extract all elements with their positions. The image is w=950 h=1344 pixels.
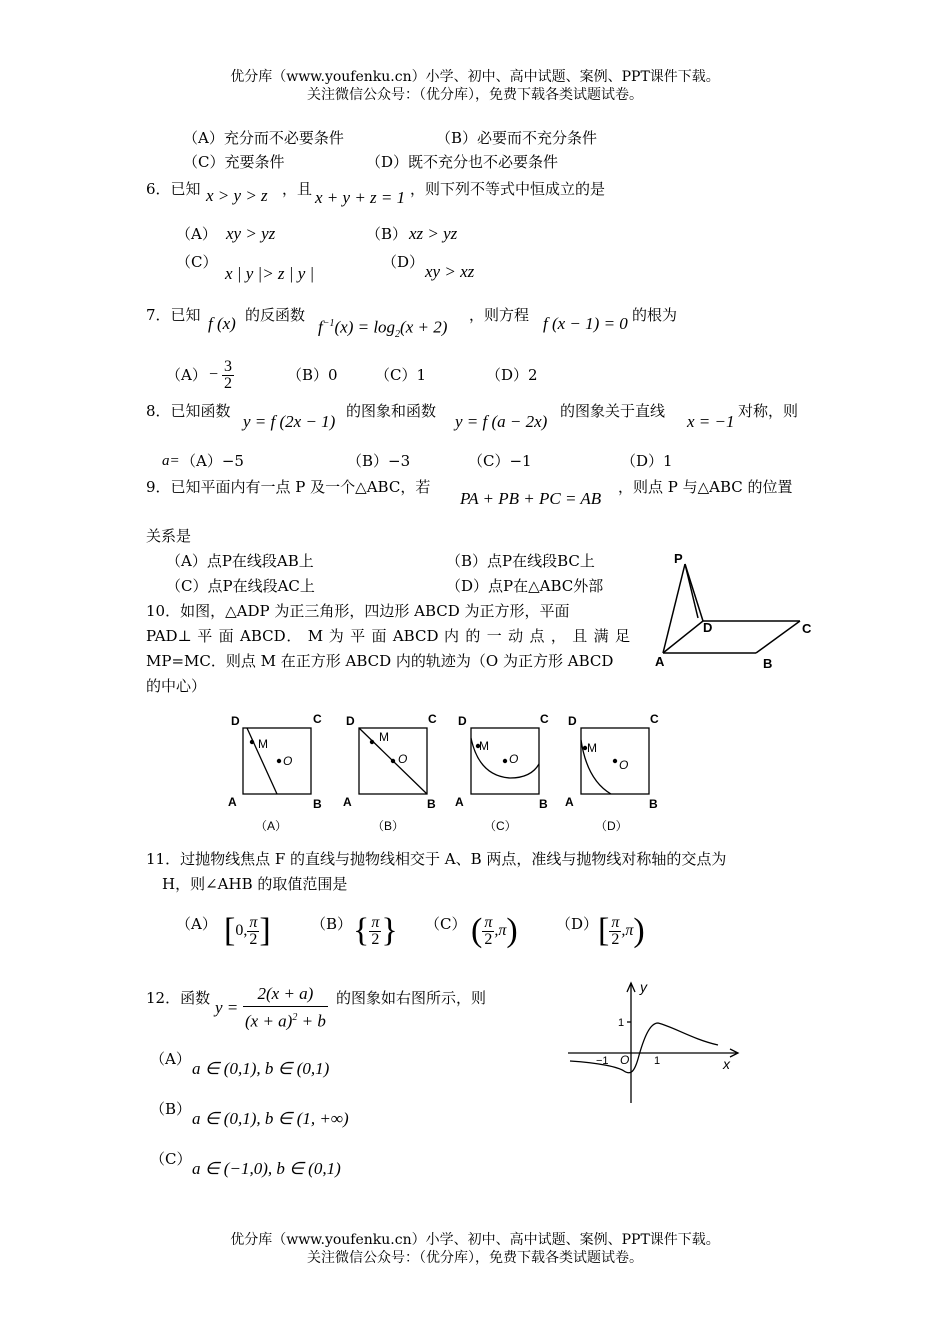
footer-line-1: 优分库（www.youfenku.cn）小学、初中、高中试题、案例、PPT课件下载。 xyxy=(230,1232,720,1248)
q8-choice-d: （D）1 xyxy=(621,452,673,470)
q10-fig-b xyxy=(343,712,437,833)
q12-denominator: $(x + a)^2 + b$ xyxy=(245,1011,326,1031)
sq-b-a: A xyxy=(343,795,352,809)
q10-line-4: 的中心） xyxy=(146,677,207,695)
q8-number: 8．已知函数 xyxy=(146,402,231,420)
q8-choice-c: （C）−1 xyxy=(468,452,532,470)
q9-tail: ，则点 P 与△ABC 的位置 xyxy=(618,478,793,496)
q12-c-label: （C） xyxy=(150,1150,192,1168)
q7-mid2: ，则方程 xyxy=(469,306,530,324)
header-line-1: 优分库（www.youfenku.cn）小学、初中、高中试题、案例、PPT课件下载。 xyxy=(230,69,720,85)
q9-cont: 关系是 xyxy=(146,527,192,545)
q11-a-label: （A） xyxy=(176,915,217,933)
q11-line-1: 11．过抛物线焦点 F 的直线与抛物线相交于 A、B 两点，准线与抛物线对称轴的交点为 xyxy=(146,850,727,868)
sq-d-d: D xyxy=(568,714,577,728)
sq-b-m: M xyxy=(379,730,389,744)
q7-number: 7．已知 xyxy=(146,306,201,324)
q5-choice-b: （B）必要而不充分条件 xyxy=(436,129,598,147)
q7-choice-c: （C）1 xyxy=(375,366,427,384)
q12-a-label: （A） xyxy=(150,1050,191,1068)
q11-d-label: （D） xyxy=(556,915,599,933)
sq-c-d: D xyxy=(458,714,467,728)
graph-tick-x1: 1 xyxy=(654,1055,661,1067)
sq-d-m: M xyxy=(587,741,597,755)
q11-b-label: （B） xyxy=(311,915,353,933)
q11-choice-d: [ $\frac{\pi}{2}$ ,π) xyxy=(598,912,645,949)
q7-f: f (x) xyxy=(208,314,236,333)
q12-graph xyxy=(560,975,750,1110)
q6-a-label: （A） xyxy=(176,225,217,243)
q10-choice-label-d: （D） xyxy=(595,819,628,833)
sq-d-b: B xyxy=(649,797,658,811)
sq-c-m: M xyxy=(479,739,489,753)
q12-b-label: （B） xyxy=(150,1100,192,1118)
q10-choice-label-a: （A） xyxy=(255,819,288,833)
q5-choice-d: （D）既不充分也不必要条件 xyxy=(366,153,559,171)
sq-d-a: A xyxy=(565,795,574,809)
label-d: D xyxy=(703,620,713,635)
q10-figure-3d xyxy=(650,550,820,675)
label-c: C xyxy=(802,621,812,636)
q9-equation: PA + PB + PC = AB xyxy=(460,489,602,508)
sq-a-a: A xyxy=(228,795,237,809)
q10-line-3: MP=MC．则点 M 在正方形 ABCD 内的轨迹为（O 为正方形 ABCD xyxy=(146,652,614,670)
q10-line-2: PAD⊥ 平 面 ABCD． M 为 平 面 ABCD 内 的 一 动 点 ， 且 满 足 xyxy=(146,627,630,645)
q12-choice-a: a ∈ (0,1), b ∈ (0,1) xyxy=(192,1059,330,1078)
q7-tail: 的根为 xyxy=(632,306,678,324)
q7-inverse: $f^{-1}(x) = \log_2(x + 2)$ xyxy=(318,317,448,341)
header-line-2: 关注微信公众号：（优分库），免费下载各类试题试卷。 xyxy=(307,87,643,103)
sq-b-o: O xyxy=(398,752,408,766)
sq-c-o: O xyxy=(509,752,519,766)
q9-choice-b: （B）点P在线段BC上 xyxy=(446,552,595,570)
graph-y-label: y xyxy=(640,979,647,995)
q12-choice-b: a ∈ (0,1), b ∈ (1, +∞) xyxy=(192,1109,349,1128)
q6-cond-2: x + y + z = 1 xyxy=(315,188,406,207)
q12-y: y = xyxy=(215,998,239,1017)
q8-choice-b: （B）−3 xyxy=(347,452,411,470)
sq-c-a: A xyxy=(455,795,464,809)
q10-fig-c xyxy=(455,712,549,833)
q7-a-label: （A） xyxy=(166,366,207,384)
graph-tick-xneg1: −1 xyxy=(596,1055,609,1067)
label-b: B xyxy=(763,656,773,671)
sq-b-b: B xyxy=(427,797,436,811)
sq-d-o: O xyxy=(619,758,629,772)
footer-line-2: 关注微信公众号：（优分库），免费下载各类试题试卷。 xyxy=(307,1250,643,1266)
q8-f1: y = f (2x − 1) xyxy=(243,412,336,431)
q8-choice-a: （A）−5 xyxy=(181,452,244,470)
q6-choice-a: xy > yz xyxy=(226,224,276,243)
sq-a-b: B xyxy=(313,797,322,811)
q8-f2: y = f (a − 2x) xyxy=(455,412,548,431)
q8-line: x = −1 xyxy=(687,412,735,431)
graph-x-label: x xyxy=(723,1056,730,1072)
q9-stem: 9．已知平面内有一点 P 及一个△ABC，若 xyxy=(146,478,431,496)
q10-choice-label-c: （C） xyxy=(484,819,517,833)
q10-choice-figures xyxy=(225,706,675,836)
q12-tail: 的图象如右图所示，则 xyxy=(336,989,487,1007)
q6-c-label: （C） xyxy=(176,253,218,271)
q9-choice-d: （D）点P在△ABC外部 xyxy=(446,577,604,595)
q11-choice-a: [0, $\frac{\pi}{2}$ ] xyxy=(224,912,271,949)
q6-choice-b: xz > yz xyxy=(409,224,458,243)
q12-fraction xyxy=(243,984,328,1033)
q10-fig-a xyxy=(228,712,322,833)
q8-mid2: 的图象关于直线 xyxy=(560,402,666,420)
q10-choice-label-b: （B） xyxy=(372,819,405,833)
q12-numerator: 2(x + a) xyxy=(243,984,328,1007)
graph-tick-y1: 1 xyxy=(618,1017,625,1029)
q11-choice-c: ( $\frac{\pi}{2}$ ,π) xyxy=(471,912,518,949)
q7-mid: 的反函数 xyxy=(245,306,306,324)
q11-choice-b: { $\frac{\pi}{2}$ } xyxy=(353,912,398,949)
q12-choice-c: a ∈ (−1,0), b ∈ (0,1) xyxy=(192,1159,341,1178)
q12-number: 12．函数 xyxy=(146,989,211,1007)
sq-a-d: D xyxy=(231,714,240,728)
q6-choice-c: x | y |> z | y | xyxy=(225,264,315,283)
q6-d-label: （D） xyxy=(382,253,425,271)
sq-d-c: C xyxy=(650,712,659,726)
q5-choice-c: （C）充要条件 xyxy=(183,153,285,171)
q9-choice-c: （C）点P在线段AC上 xyxy=(166,577,315,595)
q7-choice-a: − $\frac{3}{2}$ xyxy=(209,357,233,392)
q8-tail: 对称，则 xyxy=(738,402,799,420)
q9-choice-a: （A）点P在线段AB上 xyxy=(166,552,314,570)
sq-c-b: B xyxy=(539,797,548,811)
sq-c-c: C xyxy=(540,712,549,726)
q10-line-1: 10．如图，△ADP 为正三角形，四边形 ABCD 为正方形，平面 xyxy=(146,602,570,620)
q6-cond-1: x > y > z xyxy=(206,186,268,205)
sq-b-d: D xyxy=(346,714,355,728)
graph-origin: O xyxy=(620,1053,630,1067)
q10-fig-d xyxy=(565,712,659,833)
label-a: A xyxy=(655,654,665,669)
q11-c-label: （C） xyxy=(425,915,467,933)
sq-a-c: C xyxy=(313,712,322,726)
q7-choice-d: （D）2 xyxy=(486,366,538,384)
q8-mid: 的图象和函数 xyxy=(346,402,437,420)
sq-b-c: C xyxy=(428,712,437,726)
sq-a-o: O xyxy=(283,754,293,768)
q6-choice-d: xy > xz xyxy=(425,262,475,281)
q6-number: 6．已知 xyxy=(146,180,201,198)
q8-a-var: a= xyxy=(162,453,180,469)
q7-equation: f (x − 1) = 0 xyxy=(543,314,628,333)
q6-tail: ，则下列不等式中恒成立的是 xyxy=(410,180,606,198)
q6-b-label: （B） xyxy=(366,225,408,243)
q5-choice-a: （A）充分而不必要条件 xyxy=(183,129,344,147)
q7-choice-b: （B）0 xyxy=(287,366,338,384)
label-p: P xyxy=(674,551,683,566)
sq-a-m: M xyxy=(258,737,268,751)
q11-line-2: H，则∠AHB 的取值范围是 xyxy=(162,875,348,893)
q6-mid: ，且 xyxy=(282,180,313,198)
